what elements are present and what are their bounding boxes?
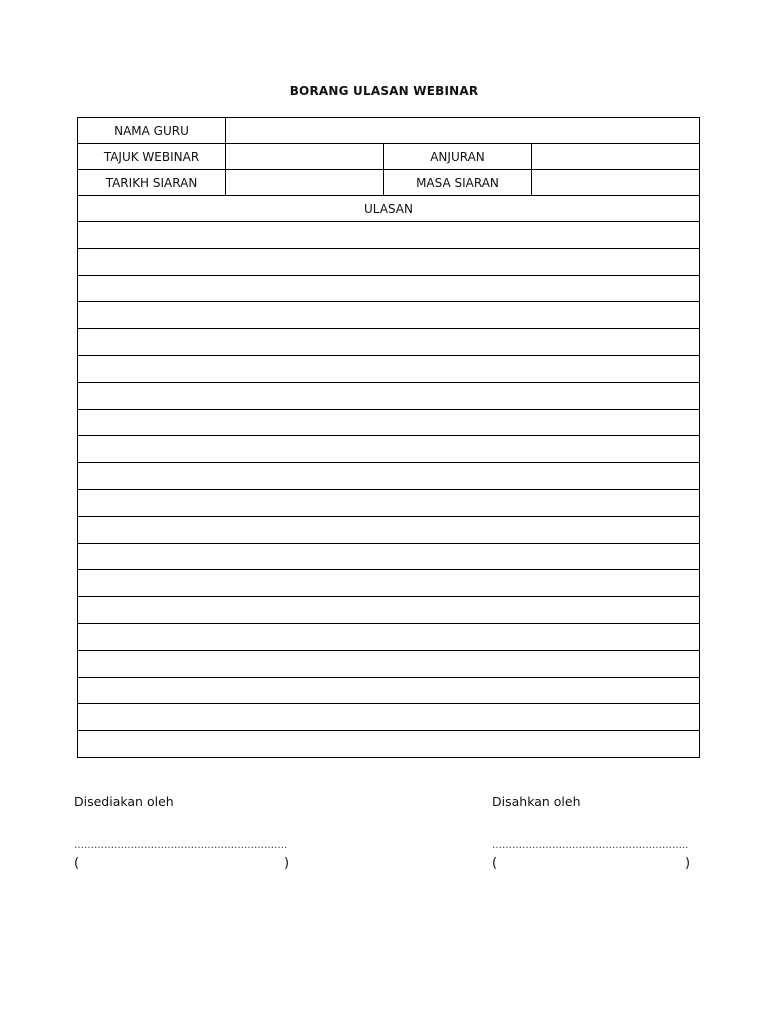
anjuran-field[interactable] bbox=[532, 144, 700, 170]
ulasan-line bbox=[78, 623, 700, 650]
masa-siaran-label: MASA SIARAN bbox=[384, 170, 532, 196]
prepared-close-paren: ) bbox=[284, 856, 290, 871]
row-tarikh-siaran bbox=[78, 170, 700, 196]
tajuk-webinar-label: TAJUK WEBINAR bbox=[78, 144, 226, 170]
ulasan-line-field[interactable] bbox=[78, 275, 700, 302]
prepared-signature-line[interactable]: ………………………………………………………. bbox=[74, 840, 288, 851]
ulasan-line bbox=[78, 543, 700, 570]
ulasan-line-field[interactable] bbox=[78, 463, 700, 490]
ulasan-line bbox=[78, 355, 700, 382]
ulasan-line-field[interactable] bbox=[78, 543, 700, 570]
row-tajuk-webinar bbox=[78, 144, 700, 170]
prepared-name-brackets[interactable] bbox=[74, 856, 294, 874]
ulasan-line-field[interactable] bbox=[78, 623, 700, 650]
ulasan-line-field[interactable] bbox=[78, 597, 700, 624]
ulasan-line bbox=[78, 248, 700, 275]
approved-by-label: Disahkan oleh bbox=[492, 794, 581, 809]
ulasan-line bbox=[78, 516, 700, 543]
ulasan-label: ULASAN bbox=[78, 196, 700, 222]
ulasan-line bbox=[78, 409, 700, 436]
approved-name-brackets[interactable] bbox=[492, 856, 692, 874]
form-title: BORANG ULASAN WEBINAR bbox=[289, 84, 479, 98]
prepared-by-label: Disediakan oleh bbox=[74, 794, 174, 809]
ulasan-line-field[interactable] bbox=[78, 704, 700, 731]
anjuran-label: ANJURAN bbox=[384, 144, 532, 170]
approved-open-paren: ( bbox=[492, 856, 498, 871]
tajuk-webinar-field[interactable] bbox=[226, 144, 384, 170]
row-nama-guru bbox=[78, 118, 700, 144]
ulasan-line bbox=[78, 597, 700, 624]
ulasan-line bbox=[78, 329, 700, 356]
ulasan-line bbox=[78, 489, 700, 516]
nama-guru-label: NAMA GURU bbox=[78, 118, 226, 144]
ulasan-line bbox=[78, 650, 700, 677]
ulasan-line-field[interactable] bbox=[78, 570, 700, 597]
ulasan-line bbox=[78, 570, 700, 597]
ulasan-line bbox=[78, 731, 700, 758]
ulasan-line bbox=[78, 222, 700, 249]
tarikh-siaran-field[interactable] bbox=[226, 170, 384, 196]
ulasan-lines bbox=[78, 222, 700, 758]
ulasan-line-field[interactable] bbox=[78, 489, 700, 516]
ulasan-line bbox=[78, 275, 700, 302]
ulasan-line-field[interactable] bbox=[78, 302, 700, 329]
prepared-open-paren: ( bbox=[74, 856, 80, 871]
ulasan-line-field[interactable] bbox=[78, 677, 700, 704]
ulasan-line bbox=[78, 382, 700, 409]
ulasan-line-field[interactable] bbox=[78, 329, 700, 356]
masa-siaran-field[interactable] bbox=[532, 170, 700, 196]
ulasan-line-field[interactable] bbox=[78, 248, 700, 275]
ulasan-line-field[interactable] bbox=[78, 355, 700, 382]
review-form-table bbox=[77, 117, 700, 758]
ulasan-line-field[interactable] bbox=[78, 516, 700, 543]
ulasan-line bbox=[78, 704, 700, 731]
ulasan-line-field[interactable] bbox=[78, 222, 700, 249]
tarikh-siaran-label: TARIKH SIARAN bbox=[78, 170, 226, 196]
nama-guru-field[interactable] bbox=[226, 118, 700, 144]
ulasan-line-field[interactable] bbox=[78, 409, 700, 436]
ulasan-line-field[interactable] bbox=[78, 650, 700, 677]
ulasan-line bbox=[78, 436, 700, 463]
row-ulasan-header bbox=[78, 196, 700, 222]
ulasan-line-field[interactable] bbox=[78, 436, 700, 463]
ulasan-line bbox=[78, 677, 700, 704]
approved-close-paren: ) bbox=[685, 856, 691, 871]
ulasan-line-field[interactable] bbox=[78, 382, 700, 409]
approved-signature-line[interactable]: ………………………………………………….. bbox=[492, 840, 689, 851]
ulasan-line-field[interactable] bbox=[78, 731, 700, 758]
ulasan-line bbox=[78, 463, 700, 490]
ulasan-line bbox=[78, 302, 700, 329]
